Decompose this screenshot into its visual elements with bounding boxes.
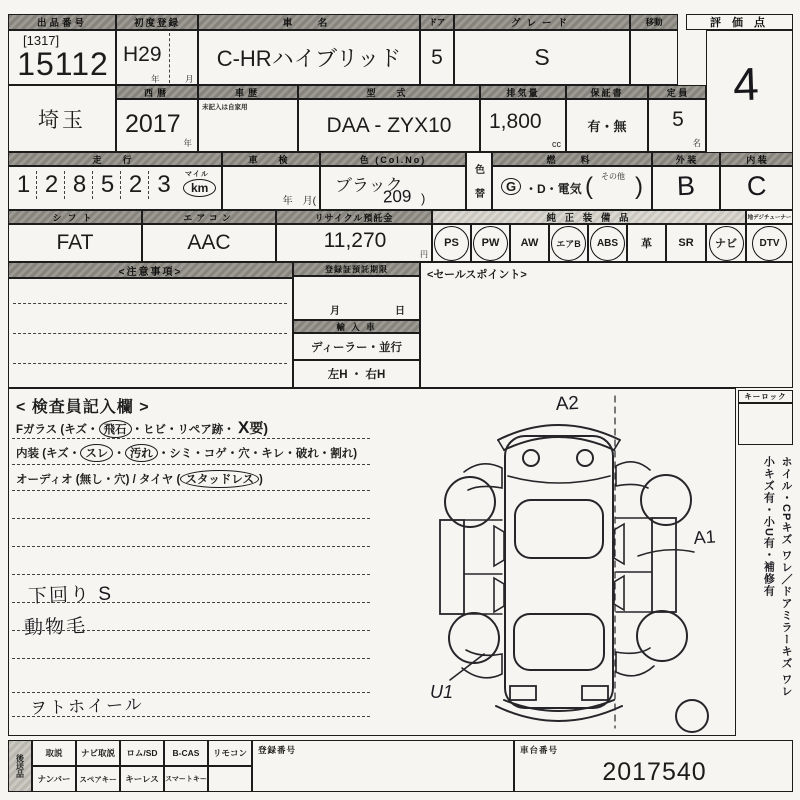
- fglass-pre: (キズ・: [60, 424, 99, 436]
- send-item-smart-key: [164, 766, 208, 792]
- fuel-options: ・D・電気: [525, 182, 582, 196]
- fuel-cell: [492, 166, 652, 210]
- naiso-post: ・シミ・コゲ・穴・キレ・破れ・割れ): [157, 448, 358, 460]
- auction-no-cell: [8, 30, 116, 85]
- score-cell: [706, 30, 793, 154]
- notes-header: <注意事項>: [8, 262, 293, 278]
- capacity-cell: [648, 99, 706, 152]
- model-cell: DAA - ZYX10: [298, 99, 480, 152]
- naiso-circled-2: 汚れ: [125, 444, 158, 462]
- fuel-paren-open: (: [585, 173, 593, 200]
- handwritten-note-underside: 下回り S: [27, 583, 114, 608]
- km-badge: km: [183, 179, 216, 197]
- seireki-header: 西暦: [116, 85, 198, 99]
- send-item-number-plate: [32, 766, 76, 792]
- handle-cell: 左H ・ 右H: [293, 360, 420, 388]
- shareki-header: 車歴: [198, 85, 298, 99]
- idou-header: 移動: [630, 14, 678, 30]
- naiso-label: 内装: [16, 448, 39, 460]
- label: ナンバー: [37, 774, 71, 784]
- mileage-cell: [8, 166, 222, 210]
- mileage-digit: 2: [123, 171, 149, 199]
- equip-aw-label: AW: [520, 237, 539, 249]
- equip-dtv-label: DTV: [752, 226, 787, 261]
- shift-header: シフト: [8, 210, 142, 224]
- color-paren: ): [421, 191, 426, 206]
- notes-cell: [8, 278, 293, 388]
- displacement-cell: [480, 99, 566, 152]
- fuel-header: 燃 料: [492, 152, 652, 166]
- capacity-header: 定 員: [648, 85, 706, 99]
- keylock-cell: [738, 403, 793, 445]
- first-reg-value: H29: [123, 43, 162, 66]
- dashed-line: [12, 518, 370, 519]
- interior-grade: C: [746, 170, 768, 202]
- send-item-remote: [208, 740, 252, 766]
- equip-abs: [588, 224, 627, 262]
- fglass-line: [16, 418, 268, 438]
- mileage-digit: 2: [39, 171, 65, 199]
- color-header: 色 (Col.No): [320, 152, 466, 166]
- month-suffix: 月: [185, 74, 194, 84]
- label: リモコン: [212, 748, 247, 758]
- label: B-CAS: [172, 748, 200, 758]
- send-item-keyless: [120, 766, 164, 792]
- door-cell: 5: [420, 30, 454, 85]
- mileage-digit: 3: [157, 171, 171, 198]
- equip-airbag-label: エアB: [551, 226, 586, 261]
- warranty-cell: 有・無: [566, 99, 648, 152]
- shaken-hint: 年 月(: [282, 196, 316, 207]
- audio-label: オーディオ: [16, 474, 73, 486]
- shaken-header: 車 検: [222, 152, 320, 166]
- model-header: 型 式: [298, 85, 480, 99]
- grade-header: グレード: [454, 14, 630, 30]
- dashed-line: [12, 574, 370, 575]
- color-cell: [320, 166, 466, 210]
- equip-pw-label: PW: [473, 226, 508, 261]
- dashed-line: [12, 490, 370, 491]
- recycle-value: 11,270: [323, 229, 387, 252]
- fuel-other: その他: [601, 172, 625, 181]
- color-change-label-2: 替: [475, 189, 485, 200]
- first-reg-header: 初度登録: [116, 14, 198, 30]
- equip-abs-label: ABS: [590, 226, 625, 261]
- fglass-circled: 飛石: [99, 420, 132, 438]
- equip-dtv: [746, 224, 793, 262]
- equip-sr: [666, 224, 706, 262]
- reg-no-label: 登録番号: [258, 745, 297, 755]
- color-no-value: 209: [382, 186, 412, 207]
- seireki-cell: [116, 99, 198, 152]
- label: 取説: [45, 748, 63, 758]
- import-header: 輸 入 車: [293, 320, 420, 333]
- equip-sr-label: SR: [678, 237, 694, 249]
- dashed-line: [12, 546, 370, 547]
- chassis-no-label: 車台番号: [520, 745, 559, 755]
- send-item-spare-key: [76, 766, 120, 792]
- color-change-label-1: 色: [475, 165, 485, 176]
- handwritten-note-animal-hair: 動物毛: [23, 615, 88, 640]
- mark-a1: A1: [692, 526, 716, 548]
- year-suffix: 年: [183, 138, 192, 148]
- interior-header: 内 装: [720, 152, 793, 166]
- auction-bracket: [1317]: [23, 33, 60, 48]
- recycle-cell: [276, 224, 432, 262]
- equipment-header: 純 正 装 備 品: [432, 210, 746, 224]
- region-cell: 埼玉: [8, 85, 116, 152]
- sales-point-label: <セールスポイント>: [427, 269, 527, 281]
- keylock-header: キーロック: [738, 390, 793, 403]
- audio-circled: スタッドレス: [180, 470, 259, 488]
- fglass-mid: ・ヒビ・リペア跡・: [131, 424, 235, 436]
- auction-no-header: 出品番号: [8, 14, 116, 30]
- shaken-cell: [222, 166, 320, 210]
- cc-suffix: cc: [552, 139, 561, 149]
- capacity-value: 5: [672, 108, 684, 131]
- idou-cell: [630, 30, 678, 85]
- mark-u1: U1: [430, 682, 454, 702]
- label: スマートキー: [165, 776, 207, 783]
- a1-leader-line: [638, 550, 694, 556]
- audio-pre: (無し・穴) / タイヤ (: [75, 474, 181, 486]
- label: ロム/SD: [126, 748, 158, 758]
- side-note-small-damage: 小キズ有・小U有・補修有: [762, 456, 775, 597]
- car-diagram: [398, 392, 716, 734]
- year-suffix: 年: [151, 74, 160, 84]
- displacement-header: 排気量: [480, 85, 566, 99]
- naiso-pre: (キズ・: [42, 448, 81, 460]
- side-notes: [736, 456, 794, 732]
- fuel-gas: G: [501, 178, 521, 195]
- fglass-post: 要): [249, 420, 268, 436]
- mei-suffix: 名: [692, 138, 701, 148]
- deposit-header: 登録証預託期限: [293, 262, 420, 276]
- send-later-label: 後送品: [8, 740, 32, 792]
- equip-navi-label: ナビ: [709, 226, 744, 261]
- color-change-cell: [466, 152, 492, 210]
- send-item-bcas: [164, 740, 208, 766]
- equip-leather-label: 革: [641, 238, 652, 250]
- equip-leather: [627, 224, 666, 262]
- chassis-no-cell: [514, 740, 793, 792]
- exterior-grade: B: [676, 170, 696, 202]
- score-value: 4: [732, 57, 760, 111]
- mileage-digit: 8: [67, 171, 93, 199]
- audio-post: ): [259, 474, 263, 486]
- shift-cell: FAT: [8, 224, 142, 262]
- inspection-title: < 検査員記入欄 >: [16, 399, 150, 416]
- car-name-header: 車 名: [198, 14, 420, 30]
- fglass-label: Fガラス: [16, 424, 58, 436]
- equip-aw: [510, 224, 549, 262]
- ac-cell: AAC: [142, 224, 276, 262]
- audio-tire-line: [16, 470, 263, 488]
- equip-ps-label: PS: [434, 226, 469, 261]
- score-header: 評 価 点: [686, 14, 793, 30]
- dot-sep: ・: [113, 448, 125, 460]
- equip-navi: [706, 224, 746, 262]
- auction-no: 15112: [17, 46, 109, 82]
- mileage-digit: 5: [95, 171, 121, 199]
- first-reg-cell: [116, 30, 198, 85]
- displacement-value: 1,800: [489, 110, 542, 133]
- mile-label: マイル: [185, 171, 209, 178]
- dashed-line: [13, 303, 287, 304]
- equip-airbag: [549, 224, 588, 262]
- import-type-cell: ディーラー・並行: [293, 333, 420, 360]
- dashed-line: [13, 333, 287, 334]
- recycle-header: リサイクル預託金: [276, 210, 432, 224]
- divider: [169, 33, 170, 83]
- exterior-cell: [652, 166, 720, 210]
- reg-no-cell: [252, 740, 514, 792]
- color-value: ブラック: [335, 176, 403, 195]
- chassis-no-value: 2017540: [602, 758, 707, 786]
- exterior-header: 外 装: [652, 152, 720, 166]
- mileage-digit: 1: [11, 171, 37, 199]
- dashed-line: [12, 658, 370, 659]
- day-label: 日: [395, 306, 405, 317]
- send-item-rom-sd: [120, 740, 164, 766]
- stamp-circle: [676, 700, 708, 732]
- send-item-navi-manual: [76, 740, 120, 766]
- naiso-circled-1: スレ: [80, 444, 113, 462]
- mileage-header: 走 行: [8, 152, 222, 166]
- dashed-line: [12, 464, 370, 465]
- sales-point-cell: [420, 262, 793, 388]
- tuner-header: 地デジチューナー: [746, 210, 793, 224]
- label: ナビ取説: [80, 748, 115, 758]
- month-label: 月: [330, 306, 340, 317]
- fglass-x-mark: X: [237, 417, 250, 438]
- shareki-note: 未記入は自家用: [202, 104, 248, 111]
- seireki-value: 2017: [125, 110, 181, 138]
- interior-cell: [720, 166, 793, 210]
- interior-line: [16, 444, 357, 462]
- shareki-cell: [198, 99, 298, 152]
- side-note-wheel-mirror: ホイル・CPキズ ワレ／ドアミラーキズ ワレ: [780, 456, 792, 698]
- door-header: ドア: [420, 14, 454, 30]
- grade-cell: S: [454, 30, 630, 85]
- yen-suffix: 円: [420, 250, 428, 259]
- send-item-blank: [208, 766, 252, 792]
- handwritten-note-wheel: ヲトホイール: [29, 695, 145, 718]
- label: キーレス: [125, 774, 159, 784]
- equip-pw: [471, 224, 510, 262]
- mark-a2: A2: [555, 392, 580, 415]
- equip-ps: [432, 224, 471, 262]
- deposit-cell: [293, 276, 420, 320]
- dashed-line: [13, 363, 287, 364]
- label: スペアキー: [79, 774, 117, 784]
- ac-header: エアコン: [142, 210, 276, 224]
- dashed-line: [12, 438, 370, 439]
- send-item-manual: [32, 740, 76, 766]
- car-name-cell: C-HRハイブリッド: [198, 30, 420, 85]
- fuel-paren-close: ): [635, 173, 643, 200]
- warranty-header: 保証書: [566, 85, 648, 99]
